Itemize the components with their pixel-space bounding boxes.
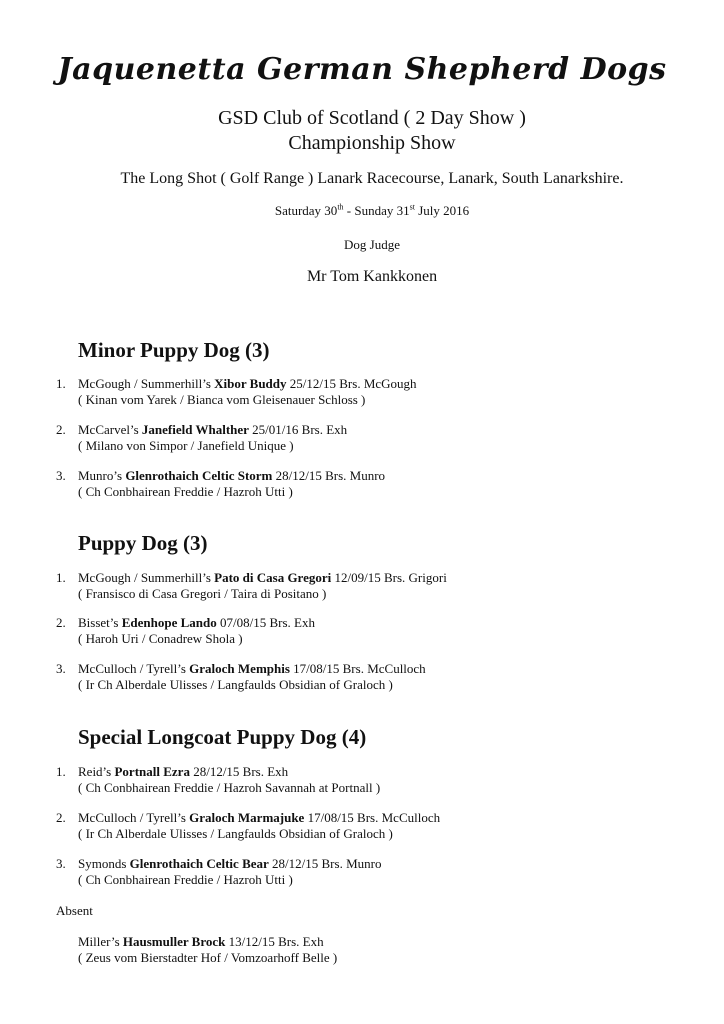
pedigree: ( Ir Ch Alberdale Ulisses / Langfaulds Obsidian of Graloch )	[78, 677, 393, 692]
entry-details: 28/12/15 Brs. Exh	[189, 764, 289, 779]
entry-details: 07/08/15 Brs. Exh	[216, 615, 315, 630]
placing-number: 2.	[56, 810, 66, 825]
dates-sup2: st	[409, 202, 415, 212]
placing-number: 1.	[56, 764, 66, 779]
dates-part3: July 2016	[414, 203, 470, 218]
pedigree: ( Ch Conbhairean Freddie / Hazroh Utti )	[78, 484, 293, 499]
owner: Munro’s	[78, 468, 126, 483]
dog-name: Pato di Casa Gregori	[214, 570, 332, 585]
placing-number: 2.	[56, 615, 66, 630]
entry-line	[78, 660, 426, 677]
entry-details: 17/08/15 Brs. McCulloch	[289, 661, 426, 676]
owner: McCarvel’s	[78, 422, 142, 437]
entry-details: 25/01/16 Brs. Exh	[248, 422, 348, 437]
owner: McGough / Summerhill’s	[78, 376, 215, 391]
dog-name: Graloch Memphis	[189, 661, 290, 676]
entry-line	[78, 614, 315, 631]
entry-details: 28/12/15 Brs. Munro	[272, 468, 386, 483]
judge-name: Mr Tom Kankkonen	[306, 268, 438, 285]
entry-details: 17/08/15 Brs. McCulloch	[304, 810, 441, 825]
dog-name: Portnall Ezra	[114, 764, 190, 779]
entry-line	[78, 809, 440, 826]
pedigree: ( Ir Ch Alberdale Ulisses / Langfaulds Obsidian of Graloch )	[78, 826, 393, 841]
placing-number: 1.	[56, 570, 66, 585]
owner: Miller’s	[78, 934, 123, 949]
dog-name: Hausmuller Brock	[122, 934, 226, 949]
venue: The Long Shot ( Golf Range ) Lanark Racecourse, Lanark, South Lanarkshire.	[120, 170, 624, 187]
entry-details: 25/12/15 Brs. McGough	[286, 376, 417, 391]
entry-details: 12/09/15 Brs. Grigori	[331, 570, 447, 585]
placing-number: 1.	[56, 376, 66, 391]
owner: Reid’s	[78, 764, 115, 779]
dog-name: Graloch Marmajuke	[189, 810, 305, 825]
pedigree: ( Kinan vom Yarek / Bianca vom Gleisenauer Schloss )	[78, 392, 366, 407]
entry-line	[78, 421, 347, 438]
class-heading: Minor Puppy Dog (3)	[78, 338, 270, 362]
placing-number: 2.	[56, 422, 66, 437]
entry-details: 28/12/15 Brs. Munro	[268, 856, 382, 871]
class-heading: Special Longcoat Puppy Dog (4)	[78, 725, 367, 749]
dates-part1: Saturday 30	[274, 203, 338, 218]
owner: McCulloch / Tyrell’s	[78, 661, 190, 676]
dog-name: Glenrothaich Celtic Bear	[129, 856, 269, 871]
dog-name: Janefield Whalther	[141, 422, 249, 437]
entry-line	[78, 467, 385, 484]
owner: McGough / Summerhill’s	[78, 570, 215, 585]
placing-number: 3.	[56, 661, 66, 676]
owner: Symonds	[78, 856, 130, 871]
dates-sup1: th	[337, 202, 344, 212]
pedigree: ( Ch Conbhairean Freddie / Hazroh Utti )	[78, 872, 293, 887]
entry-line	[78, 375, 417, 392]
pedigree: ( Ch Conbhairean Freddie / Hazroh Savannah at Portnall )	[78, 780, 381, 795]
owner: Bisset’s	[78, 615, 122, 630]
absent-label: Absent	[56, 903, 93, 918]
show-name: GSD Club of Scotland ( 2 Day Show )	[218, 107, 526, 129]
dates-part2: - Sunday 31	[343, 203, 410, 218]
placing-number: 3.	[56, 856, 66, 871]
owner: McCulloch / Tyrell’s	[78, 810, 190, 825]
entry-details: 13/12/15 Brs. Exh	[225, 934, 324, 949]
dog-name: Xibor Buddy	[214, 376, 287, 391]
dog-name: Edenhope Lando	[121, 615, 217, 630]
pedigree: ( Fransisco di Casa Gregori / Taira di Positano )	[78, 586, 327, 601]
entry-line	[78, 855, 381, 872]
entry-line	[78, 569, 447, 586]
show-dates	[0, 203, 724, 219]
entry-line	[78, 763, 288, 780]
pedigree: ( Haroh Uri / Conadrew Shola )	[78, 631, 243, 646]
entry-line	[78, 933, 324, 950]
dog-name: Glenrothaich Celtic Storm	[125, 468, 273, 483]
pedigree: ( Zeus vom Bierstadter Hof / Vomzoarhoff Belle )	[78, 950, 338, 965]
class-heading: Puppy Dog (3)	[78, 531, 208, 555]
pedigree: ( Milano von Simpor / Janefield Unique )	[78, 438, 294, 453]
page-title: Jaquenetta German Shepherd Dogs	[57, 52, 667, 87]
show-type: Championship Show	[288, 132, 456, 154]
judge-label: Dog Judge	[344, 237, 400, 252]
placing-number: 3.	[56, 468, 66, 483]
